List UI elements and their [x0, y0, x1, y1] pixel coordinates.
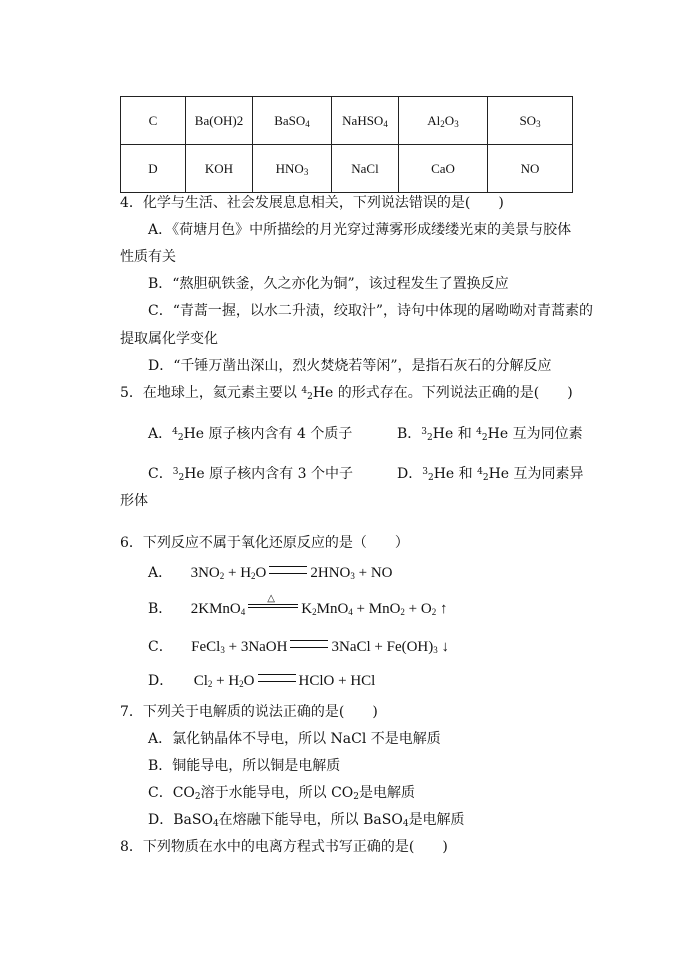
table-row [121, 97, 573, 145]
q7-option-c: C．$CO_2$溶于水能导电，所以 $CO_2$是电解质 [148, 785, 416, 802]
q4-stem: 4．化学与生活、社会发展息息相关，下列说法错误的是( ) [120, 195, 504, 211]
q4-option-a-cont: 性质有关 [120, 249, 176, 265]
table-row [121, 145, 573, 193]
cell: $HNO_3$ [253, 145, 332, 193]
cell: $SO_3$ [488, 97, 573, 145]
q7-stem: 7．下列关于电解质的说法正确的是( ) [120, 704, 378, 720]
q4-option-b: B．“熬胆矾铁釜，久之亦化为铜”，该过程发生了置换反应 [148, 276, 509, 292]
q7-option-b: B．铜能导电，所以铜是电解质 [148, 758, 341, 774]
q4-option-a: A．《荷塘月色》中所描绘的月光穿过薄雾形成缕缕光束的美景与胶体 [148, 222, 572, 238]
q8-stem: 8．下列物质在水中的电离方程式书写正确的是( ) [120, 839, 448, 855]
cell: Ba(OH)2 [186, 97, 253, 145]
cell: CaO [399, 145, 488, 193]
cell: $Al_2O_3$ [399, 97, 488, 145]
q6-option-c: C． FeCl$_3$ + 3NaOH 3NaCl + $Fe(OH)_3$ ↓ [148, 639, 450, 655]
q4-option-d: D．“千锤万凿出深山，烈火焚烧若等闲”，是指石灰石的分解反应 [148, 358, 552, 374]
row-label: D [121, 145, 186, 193]
q5-stem: 5．在地球上，氦元素主要以 $^4_2$He 的形式存在。下列说法正确的是( ) [120, 385, 573, 402]
cell: BaSO$_4$ [253, 97, 332, 145]
q6-stem: 6．下列反应不属于氧化还原反应的是（ ） [120, 535, 409, 551]
cell: KOH [186, 145, 253, 193]
cell: NaCl [332, 145, 399, 193]
substance-table [120, 96, 573, 193]
q5-option-d-cont: 形体 [120, 493, 148, 509]
cell: NO [488, 145, 573, 193]
q6-option-a: A． $3NO_2 + H_2O$ $2HNO_3$ + NO [148, 565, 393, 581]
row-label: C [121, 97, 186, 145]
q5-option-d: D．$^3_2$He 和 $^4_2$He 互为同素异 [397, 466, 584, 483]
q7-option-a: A．氯化钠晶体不导电，所以 NaCl 不是电解质 [148, 731, 441, 747]
q5-option-a: A．$^4_2$He 原子核内含有 4 个质子 [148, 426, 353, 443]
q5-option-c: C．$^3_2$He 原子核内含有 3 个中子 [148, 466, 353, 483]
q4-option-c: C．“青蒿一握，以水二升渍，绞取汁”，诗句中体现的屠呦呦对青蒿素的 [148, 303, 594, 319]
cell: NaHSO$_4$ [332, 97, 399, 145]
q6-option-b: B． 2KMnO$_4$ △ $K_2MnO_4 + MnO_2 + O_2$ ↑ [148, 593, 448, 617]
q4-option-c-cont: 提取属化学变化 [120, 331, 218, 347]
q5-option-b: B．$^3_2$He 和 $^4_2$He 互为同位素 [397, 426, 583, 443]
q7-option-d: D．BaSO$_4$在熔融下能导电，所以 BaSO$_4$是电解质 [148, 812, 465, 829]
q6-option-d: D． $Cl_2 + H_2O$ HClO + HCl [148, 673, 376, 689]
